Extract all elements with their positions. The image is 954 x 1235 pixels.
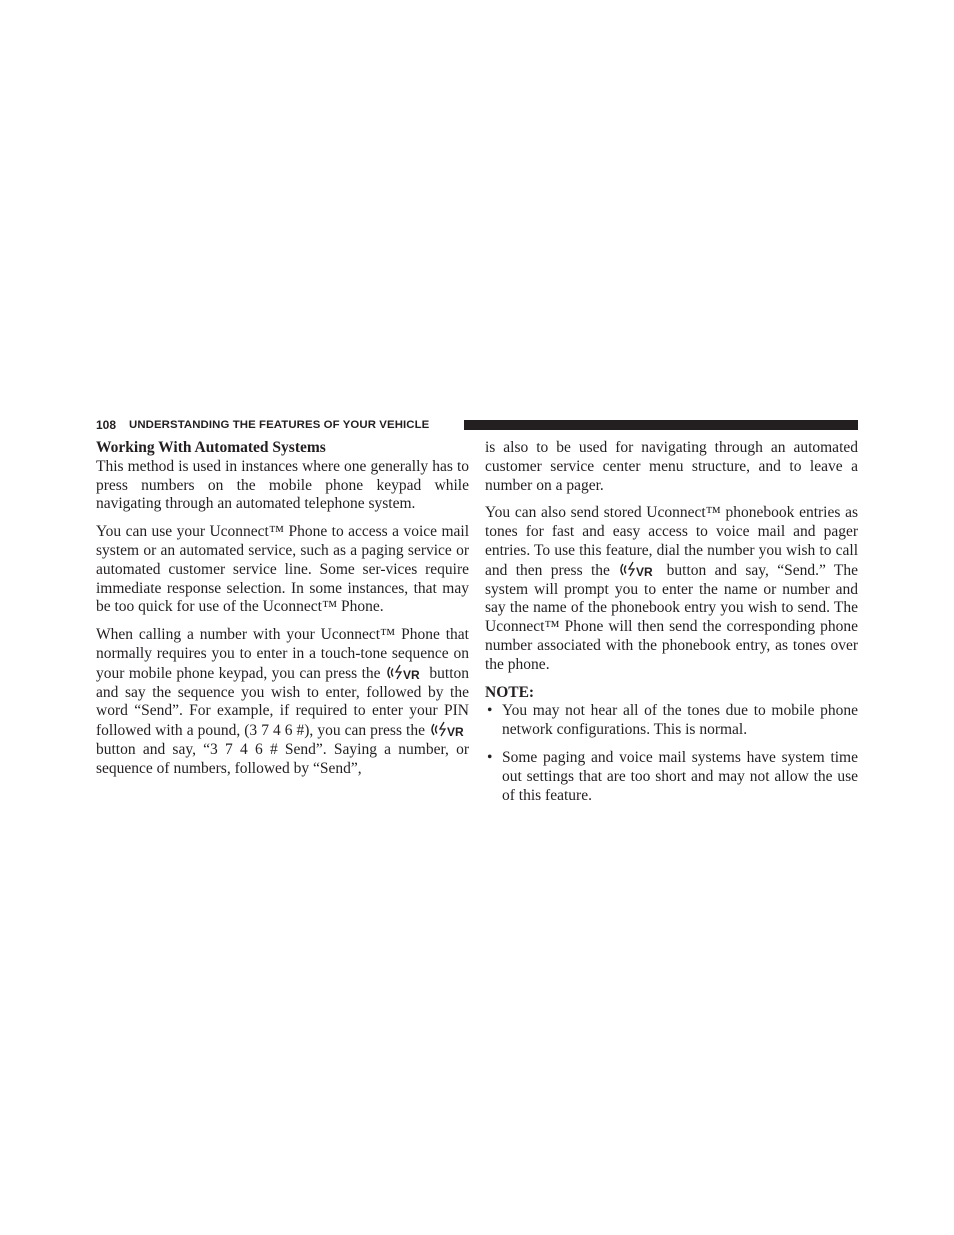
page-number: 108: [96, 418, 117, 432]
paragraph-intro: This method is used in instances where one generally has to press numbers on the mobile phone keypad while navigating through an automated telephone system.: [96, 457, 469, 513]
note-label: NOTE:: [485, 683, 535, 701]
list-item-text: Some paging and voice mail systems have system time out settings that are too short and may not allow the use of this feature.: [502, 748, 858, 804]
bullet-icon: •: [487, 748, 493, 766]
text-fragment: button and say, “3 7 4 6 # Send”. Saying a number, or sequence of numbers, followed by “Send”,: [96, 740, 469, 777]
paragraph-touch-tone: [96, 626, 469, 778]
svg-text:VR: VR: [447, 725, 464, 739]
right-column: [485, 439, 858, 814]
voice-recognition-icon: [385, 664, 425, 681]
bullet-icon: •: [487, 702, 493, 720]
paragraph-continued: is also to be used for navigating through an automated customer service center menu structure, and to leave a number on a pager.: [485, 439, 858, 494]
voice-recognition-icon: [429, 721, 469, 738]
list-item-text: You may not hear all of the tones due to mobile phone network configurations. This is normal.: [502, 702, 858, 739]
section-title: UNDERSTANDING THE FEATURES OF YOUR VEHICLE: [129, 419, 430, 431]
voice-recognition-icon: [618, 561, 658, 578]
paragraph-voicemail: You can use your Uconnect™ Phone to access a voice mail system or an automated service, such as a paging service or automated customer service line. Some ser-vices require immediate response selection. In some instances, that may be too quick for use of the Uconnect™ Phone.: [96, 523, 469, 616]
header-bar: [464, 420, 858, 430]
list-item: [485, 702, 858, 740]
list-item: [485, 749, 858, 805]
text-fragment: When calling a number with your Uconnect™ Phone that normally requires you to enter in a touch-tone sequence on your mobile phone keypad, you can press the: [96, 626, 469, 682]
text-fragment: button and say, “Send.” The system will prompt you to enter the name or number and say the name of the phonebook entry you wish to send. The Uconnect™ Phone will then send the corresponding phone number associated with the phonebook entry, as tones over the phone.: [485, 561, 859, 673]
page-header: [96, 417, 858, 433]
section-heading: Working With Automated Systems: [96, 439, 326, 456]
note-list: [485, 702, 858, 805]
svg-text:VR: VR: [402, 667, 420, 681]
svg-text:VR: VR: [636, 564, 653, 578]
text-fragment: You can also send stored Uconnect™ phonebook entries as tones for fast and easy access to voice mail and pager entries. To use this feature, dial the number you wish to call and then press the: [485, 504, 858, 579]
left-column: [96, 439, 469, 788]
text-fragment: button and say the sequence you wish to enter, followed by the word “Send”. For example, if required to enter your PIN followed with a pound, (3 7 4 6 #), you can press the: [96, 664, 470, 740]
paragraph-phonebook: [485, 504, 858, 674]
